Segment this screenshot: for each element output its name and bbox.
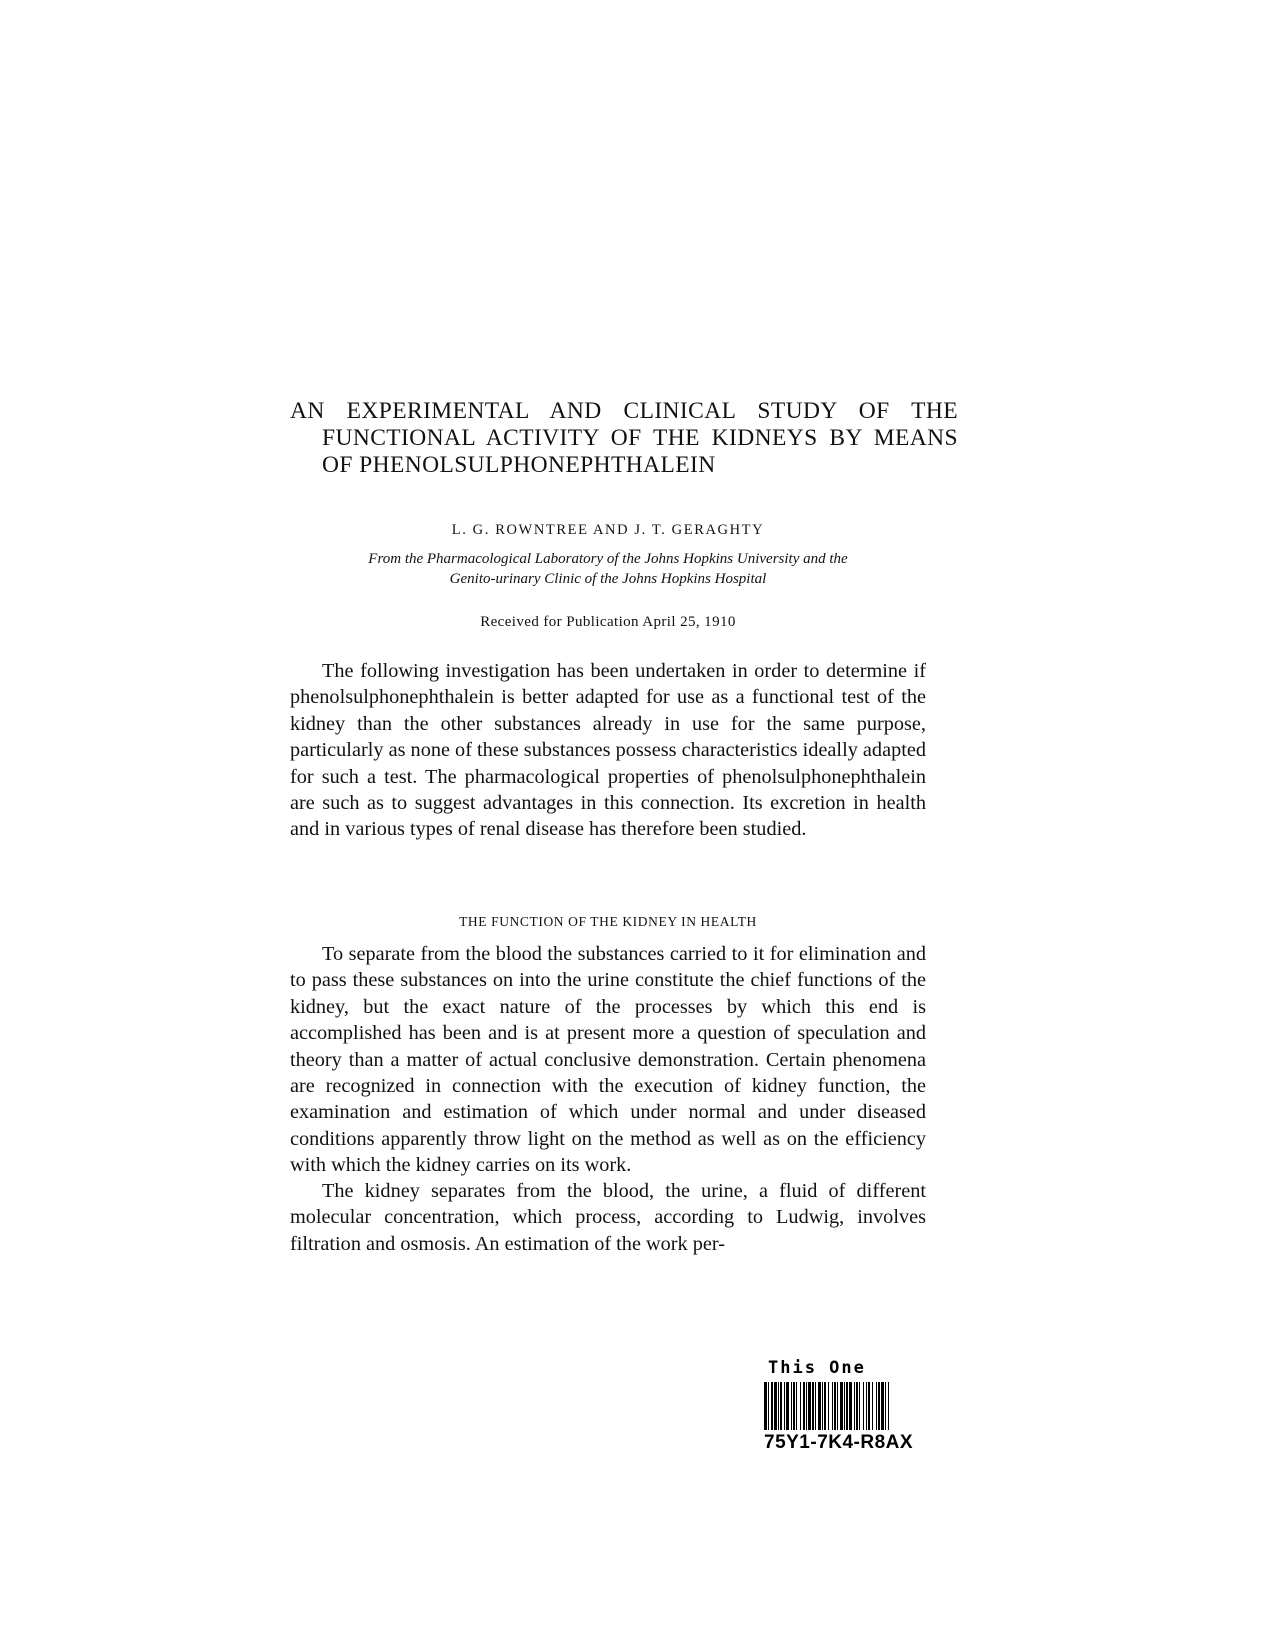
barcode-sticker	[764, 1358, 1024, 1454]
affiliation-line-1: From the Pharmacological Laboratory of the Johns Hopkins University and the	[368, 551, 848, 567]
barcode-id: 75Y1-7K4-R8AX	[764, 1432, 914, 1453]
barcode-caption: This One	[768, 1358, 866, 1378]
authors: L. G. ROWNTREE AND J. T. GERAGHTY	[451, 522, 765, 538]
section-heading: THE FUNCTION OF THE KIDNEY IN HEALTH	[459, 914, 757, 929]
affiliation-line-2: Genito-urinary Clinic of the Johns Hopkins Hospital	[449, 571, 767, 587]
affiliation	[290, 549, 926, 589]
article-title: AN EXPERIMENTAL AND CLINICAL STUDY OF THE FUNCTIONAL ACTIVITY OF THE KIDNEYS BY MEANS OF PHENOLSULPHONEPHTHALEIN	[290, 398, 958, 478]
received-date: Received for Publication April 25, 1910	[480, 614, 736, 630]
barcode-icon	[764, 1382, 1024, 1430]
body-paragraph-3: The kidney separates from the blood, the urine, a fluid of different molecular concentration, which process, according to Ludwig, involves filtration and osmosis. An estimation of the work per-	[290, 1180, 926, 1255]
body-paragraph-1: The following investigation has been undertaken in order to determine if phenolsulphonephthalein is better adapted for use as a functional test of the kidney than the other substances already in use for the same purpose, particularly as none of these substances possess characteristics ideally adapted for such a test. The pharmacological properties of phenolsulphonephthalein are such as to suggest advantages in this connection. Its excretion in health and in various types of renal disease has therefore been studied.	[290, 660, 926, 841]
body-paragraph-2: To separate from the blood the substances carried to it for elimination and to pass these substances on into the urine constitute the chief functions of the kidney, but the exact nature of the processes by which this end is accomplished has been and is at present more a question of speculation and theory than a matter of actual conclusive demonstration. Certain phenomena are recognized in connection with the execution of kidney function, the examination and estimation of which under normal and under diseased conditions apparently throw light on the method as well as on the efficiency with which the kidney carries on its work.	[290, 943, 926, 1177]
